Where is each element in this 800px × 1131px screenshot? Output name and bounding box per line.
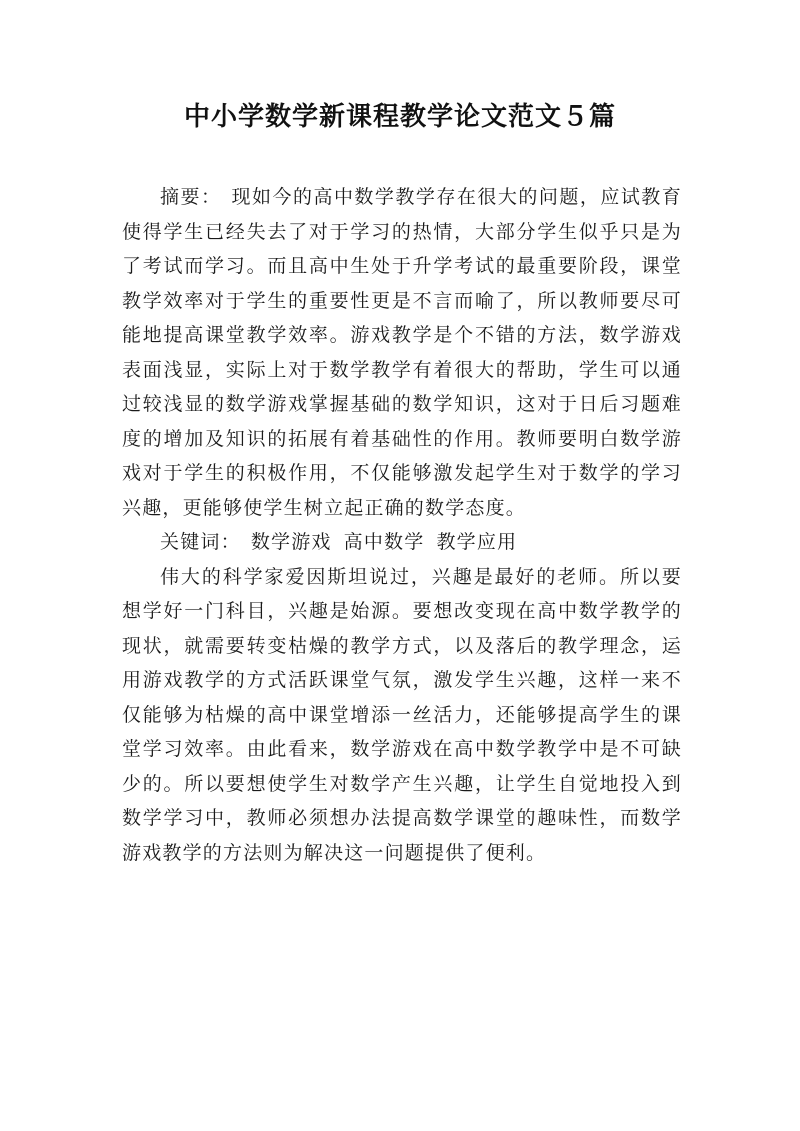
keyword-item: 数学游戏 <box>250 531 332 553</box>
document-body <box>122 180 682 870</box>
document-title: 中小学数学新课程教学论文范文５篇 <box>183 102 616 132</box>
abstract-label: 摘要： <box>160 186 222 208</box>
keywords-paragraph <box>122 525 682 560</box>
body-paragraph: 伟大的科学家爱因斯坦说过，兴趣是最好的老师。所以要想学好一门科目，兴趣是始源。要想改变现在高中数学教学的现状，就需要转变枯燥的教学方式，以及落后的教学理念，运用游戏教学的方式活跃课堂气氛，激发学生兴趣，这样一来不仅能够为枯燥的高中课堂增添一丝活力，还能够提高学生的课堂学习效率。由此看来，数学游戏在高中数学教学中是不可缺少的。所以要想使学生对数学产生兴趣，让学生自觉地投入到数学学习中，教师必须想办法提高数学课堂的趣味性，而数学游戏教学的方法则为解决这一问题提供了便利。 <box>122 565 682 864</box>
abstract-paragraph <box>122 180 682 525</box>
abstract-text: 现如今的高中数学教学存在很大的问题，应试教育使得学生已经失去了对于学习的热情，大部分学生似乎只是为了考试而学习。而且高中生处于升学考试的最重要阶段，课堂教学效率对于学生的重要性更是不言而喻了，所以教师要尽可能地提高课堂教学效率。游戏教学是个不错的方法，数学游戏表面浅显，实际上对于数学教学有着很大的帮助，学生可以通过较浅显的数学游戏掌握基础的数学知识，这对于日后习题难度的增加及知识的拓展有着基础性的作用。教师要明白数学游戏对于学生的积极作用，不仅能够激发起学生对于数学的学习兴趣，更能够使学生树立起正确的数学态度。 <box>122 186 682 519</box>
keywords-label: 关键词： <box>160 531 241 553</box>
keyword-item: 高中数学 <box>343 531 425 553</box>
keyword-item: 教学应用 <box>436 531 518 553</box>
